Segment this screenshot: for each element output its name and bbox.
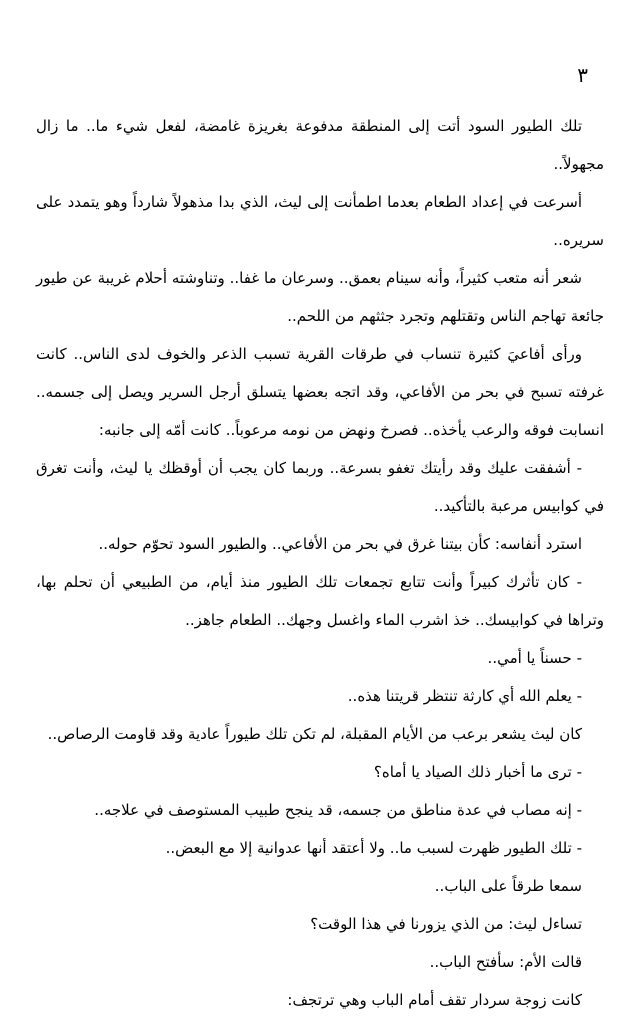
dialogue-paragraph: - يعلم الله أي كارثة تنتظر قريتنا هذه..: [347, 687, 582, 705]
paragraph: أسرعت في إعداد الطعام بعدما اطمأنت إلى ليث، الذي بدا مذهولاً شارداً وهو يتمدد على سريره..: [36, 193, 604, 249]
paragraph: كانت زوجة سردار تقف أمام الباب وهي ترتجف:: [287, 991, 582, 1009]
dialogue-paragraph: - أشفقت عليك وقد رأيتك تغفو بسرعة.. وربما كان يجب أن أوقظك يا ليث، وأنت تغرق في كوابيس مرعبة بالتأكيد..: [36, 459, 604, 515]
paragraph: تلك الطيور السود أتت إلى المنطقة مدفوعة بغريزة غامضة، لفعل شيء ما.. ما زال مجهولاً..: [36, 117, 604, 173]
dialogue-paragraph: - حسناً يا أمي..: [487, 649, 582, 667]
paragraph: استرد أنفاسه: كأن بيتنا غرق في بحر من الأفاعي.. والطيور السود تحوّم حوله..: [98, 535, 582, 553]
paragraph: قالت الأم: سأفتح الباب..: [429, 953, 582, 971]
paragraph: سمعا طرقاً على الباب..: [434, 877, 582, 895]
dialogue-paragraph: - تلك الطيور ظهرت لسبب ما.. ولا أعتقد أنها عدوانية إلا مع البعض..: [165, 839, 582, 857]
body-text: [36, 107, 604, 1019]
dialogue-paragraph: - ترى ما أخبار ذلك الصياد يا أماه؟: [373, 763, 582, 781]
paragraph: ورأى أفاعيَ كثيرة تنساب في طرقات القرية تسبب الذعر والخوف لدى الناس.. كانت غرفته تسبح في بحر من الأفاعي، وقد اتجه بعضها يتسلق أرجل السرير ويصل إلى جسمه.. انسابت فوقه والرعب يأخذه.. فصرخ ونهض من نومه مرعوباً.. كانت أمّه إلى جانبه:: [36, 345, 604, 439]
dialogue-paragraph: - كان تأثرك كبيراً وأنت تتابع تجمعات تلك الطيور منذ أيام، من الطبيعي أن تحلم بها، وتراها في كوابيسك.. خذ اشرب الماء واغسل وجهك.. الطعام جاهز..: [36, 573, 604, 629]
dialogue-paragraph: - إنه مصاب في عدة مناطق من جسمه، قد ينجح طبيب المستوصف في علاجه..: [94, 801, 582, 819]
paragraph: كان ليث يشعر برعب من الأيام المقبلة، لم تكن تلك طيوراً عادية وقد قاومت الرصاص..: [47, 725, 582, 743]
page-number: ٣: [577, 63, 588, 87]
paragraph: شعر أنه متعب كثيراً، وأنه سينام بعمق.. وسرعان ما غفا.. وتناوشته أحلام غريبة عن طيور جائعة تهاجم الناس وتقتلهم وتجرد جثثهم من اللحم..: [36, 269, 604, 325]
paragraph: تساءل ليث: من الذي يزورنا في هذا الوقت؟: [310, 915, 582, 933]
